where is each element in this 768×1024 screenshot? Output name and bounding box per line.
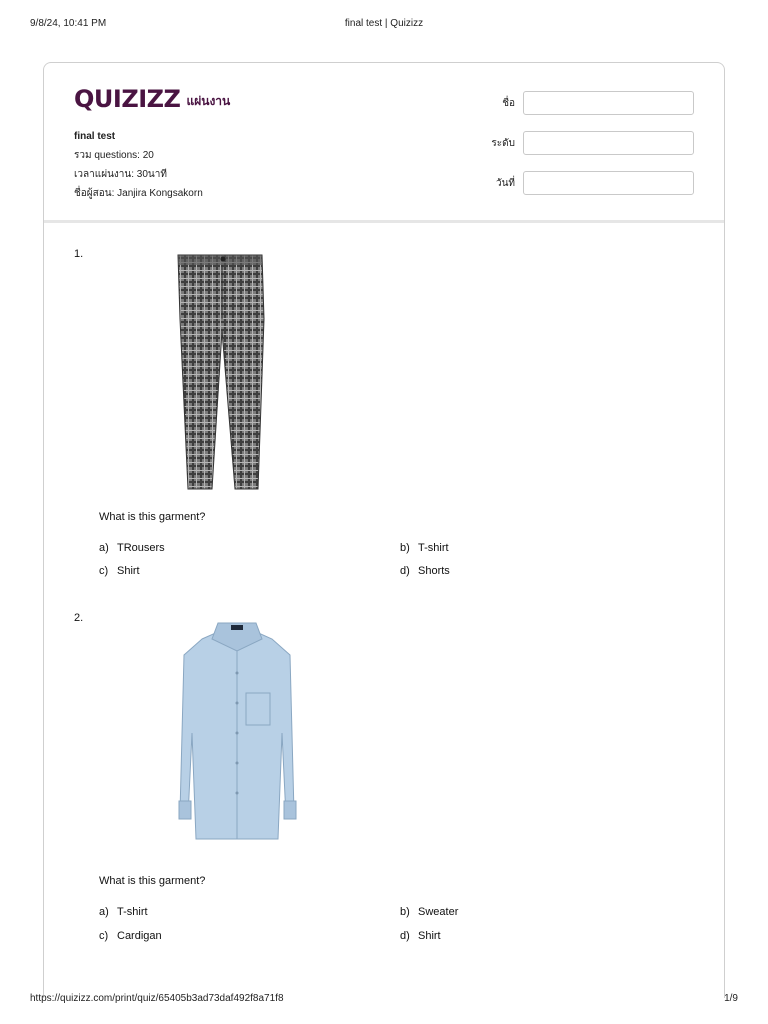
name-field[interactable] — [523, 91, 694, 115]
total-questions: รวม questions: 20 — [74, 150, 154, 161]
field-row-grade — [491, 131, 694, 155]
option-b[interactable] — [400, 542, 449, 554]
option-letter: c) — [99, 565, 109, 577]
option-letter: a) — [99, 542, 109, 554]
option-label: Sweater — [418, 906, 459, 918]
option-label: Shirt — [117, 565, 140, 577]
field-row-date — [491, 171, 694, 195]
question-number: 2. — [74, 612, 84, 624]
student-fields — [491, 91, 694, 211]
print-title: final test | Quizizz — [344, 18, 424, 29]
worksheet — [43, 62, 725, 998]
quizizz-logo — [74, 85, 230, 113]
page-number: 1/9 — [724, 993, 738, 1004]
option-letter: a) — [99, 906, 109, 918]
worksheet-label: แผ่นงาน — [186, 93, 231, 108]
option-letter: b) — [400, 542, 410, 554]
option-label: T-shirt — [418, 542, 449, 554]
quiz-title: final test — [74, 131, 116, 142]
option-a[interactable] — [99, 542, 165, 554]
field-row-name — [491, 91, 694, 115]
option-c[interactable] — [99, 565, 140, 577]
option-b[interactable] — [400, 906, 458, 918]
option-label: Cardigan — [117, 930, 162, 942]
option-label: TRousers — [117, 542, 165, 554]
grade-field[interactable] — [523, 131, 694, 155]
option-letter: c) — [99, 930, 109, 942]
question-text: What is this garment? — [99, 875, 206, 887]
option-letter: b) — [400, 906, 410, 918]
date-label: วันที่ — [495, 177, 515, 189]
question-text: What is this garment? — [99, 511, 206, 523]
teacher-name: ชื่อผู้สอน: Janjira Kongsakorn — [74, 188, 203, 199]
grade-label: ระดับ — [491, 137, 515, 149]
worksheet-header — [44, 63, 724, 223]
option-letter: d) — [400, 565, 410, 577]
print-date: 9/8/24, 10:41 PM — [30, 18, 107, 29]
option-d[interactable] — [400, 930, 441, 942]
worksheet-time: เวลาแผ่นงาน: 30นาที — [74, 169, 167, 180]
option-letter: d) — [400, 930, 410, 942]
date-field[interactable] — [523, 171, 694, 195]
print-url[interactable]: https://quizizz.com/print/quiz/65405b3ad73daf492f8a71f8 — [30, 993, 284, 1004]
option-label: T-shirt — [117, 906, 148, 918]
option-d[interactable] — [400, 565, 450, 577]
trousers-image — [136, 249, 340, 497]
logo-wordmark: QUIZIZZ — [74, 85, 181, 113]
option-label: Shorts — [418, 565, 450, 577]
name-label: ชื่อ — [502, 97, 515, 109]
quiz-meta — [74, 127, 203, 203]
question-number: 1. — [74, 248, 84, 260]
option-a[interactable] — [99, 906, 148, 918]
option-label: Shirt — [418, 930, 441, 942]
option-c[interactable] — [99, 930, 162, 942]
shirt-image — [136, 613, 340, 861]
